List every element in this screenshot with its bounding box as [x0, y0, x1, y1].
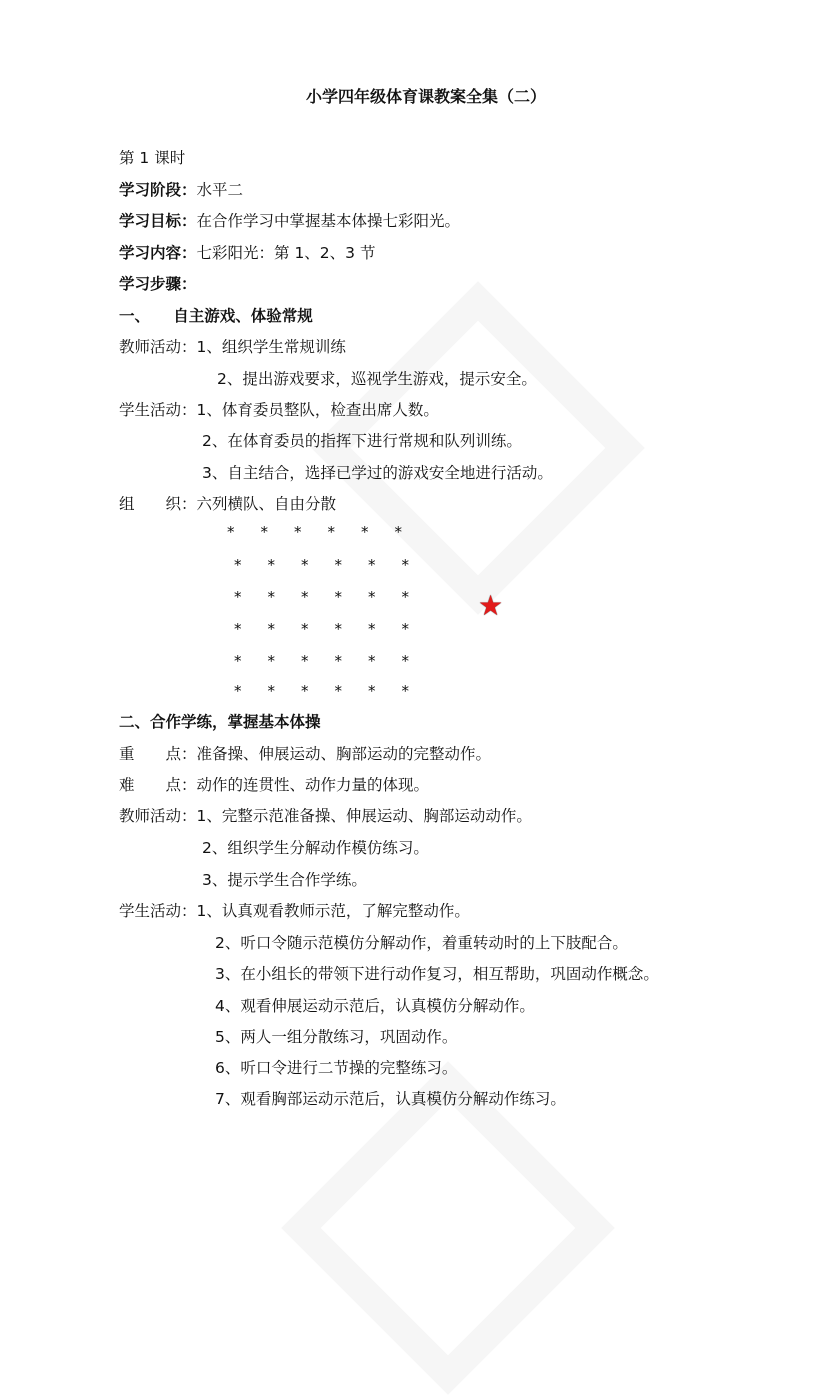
student-position-mark: *	[401, 652, 409, 670]
teacher-star-icon: ★	[478, 589, 504, 622]
document-title: 小学四年级体育课教案全集（二）	[306, 87, 547, 106]
student-position-mark: *	[401, 556, 409, 574]
list-item: 4、观看伸展运动示范后，认真模仿分解动作。	[215, 997, 535, 1015]
student-position-mark: *	[334, 556, 342, 574]
student-position-mark: *	[301, 620, 309, 638]
student-position-mark: *	[368, 620, 376, 638]
list-item: 2、提出游戏要求，巡视学生游戏，提示安全。	[217, 370, 537, 388]
student-position-mark: *	[260, 523, 268, 541]
student-label: 学生活动：	[119, 902, 197, 920]
student-position-mark: *	[368, 588, 376, 606]
student-position-mark: *	[267, 588, 275, 606]
lesson-number: 第 1 课时	[119, 149, 186, 167]
key-label: 重 点：	[119, 745, 197, 763]
student-position-mark: *	[234, 588, 242, 606]
student-position-mark: *	[267, 682, 275, 700]
student-position-mark: *	[234, 652, 242, 670]
goal-value: 在合作学习中掌握基本体操七彩阳光。	[196, 212, 461, 230]
part2-student-line	[119, 901, 470, 921]
student-position-mark: *	[368, 652, 376, 670]
stage-line	[119, 180, 243, 200]
student-position-mark: *	[334, 620, 342, 638]
stage-value: 水平二	[196, 181, 244, 199]
content-value: 七彩阳光：第 1、2、3 节	[196, 244, 376, 262]
student-position-mark: *	[401, 588, 409, 606]
student-position-mark: *	[267, 620, 275, 638]
list-item: 2、组织学生分解动作模仿练习。	[202, 839, 429, 857]
steps-label: 学习步骤：	[119, 275, 197, 293]
key-point-line	[119, 744, 491, 764]
part1-teacher-line	[119, 337, 346, 357]
list-item: 2、听口令随示范模仿分解动作，着重转动时的上下肢配合。	[215, 934, 628, 952]
student-position-mark: *	[368, 556, 376, 574]
list-item: 3、提示学生合作学练。	[202, 871, 367, 889]
list-item: 2、在体育委员的指挥下进行常规和队列训练。	[202, 432, 522, 450]
student-position-mark: *	[234, 620, 242, 638]
list-item: 1、认真观看教师示范，了解完整动作。	[196, 902, 470, 920]
list-item: 1、体育委员整队，检查出席人数。	[196, 401, 439, 419]
student-position-mark: *	[368, 682, 376, 700]
student-position-mark: *	[234, 556, 242, 574]
stage-label: 学习阶段：	[119, 181, 197, 199]
student-position-mark: *	[327, 523, 335, 541]
part2-heading: 二、合作学练，掌握基本体操	[119, 713, 321, 731]
difficulty-line	[119, 775, 429, 795]
student-position-mark: *	[227, 523, 235, 541]
student-position-mark: *	[301, 652, 309, 670]
list-item: 7、观看胸部运动示范后，认真模仿分解动作练习。	[215, 1090, 566, 1108]
goal-label: 学习目标：	[119, 212, 197, 230]
student-position-mark: *	[394, 523, 402, 541]
student-position-mark: *	[401, 620, 409, 638]
student-position-mark: *	[334, 588, 342, 606]
student-position-mark: *	[361, 523, 369, 541]
goal-line	[119, 211, 460, 231]
org-value: 六列横队、自由分散	[196, 495, 337, 513]
content-label: 学习内容：	[119, 244, 197, 262]
part2-teacher-line	[119, 806, 532, 826]
organization-line	[119, 494, 336, 514]
content-line	[119, 243, 375, 263]
student-label: 学生活动：	[119, 401, 197, 419]
student-position-mark: *	[294, 523, 302, 541]
student-position-mark: *	[267, 652, 275, 670]
list-item: 1、完整示范准备操、伸展运动、胸部运动动作。	[196, 807, 532, 825]
part1-student-line	[119, 400, 439, 420]
diff-label: 难 点：	[119, 776, 197, 794]
diff-value: 动作的连贯性、动作力量的体现。	[196, 776, 430, 794]
watermark	[281, 1061, 615, 1395]
teacher-label: 教师活动：	[119, 807, 197, 825]
part1-heading: 一、 自主游戏、体验常规	[119, 307, 313, 325]
student-position-mark: *	[301, 588, 309, 606]
list-item: 1、组织学生常规训练	[196, 338, 346, 356]
student-position-mark: *	[234, 682, 242, 700]
org-label: 组 织：	[119, 495, 197, 513]
student-position-mark: *	[334, 652, 342, 670]
teacher-label: 教师活动：	[119, 338, 197, 356]
student-position-mark: *	[334, 682, 342, 700]
student-position-mark: *	[301, 682, 309, 700]
list-item: 5、两人一组分散练习，巩固动作。	[215, 1028, 458, 1046]
list-item: 6、听口令进行二节操的完整练习。	[215, 1059, 458, 1077]
list-item: 3、在小组长的带领下进行动作复习，相互帮助，巩固动作概念。	[215, 965, 659, 983]
student-position-mark: *	[401, 682, 409, 700]
list-item: 3、自主结合，选择已学过的游戏安全地进行活动。	[202, 464, 553, 482]
student-position-mark: *	[267, 556, 275, 574]
key-value: 准备操、伸展运动、胸部运动的完整动作。	[196, 745, 492, 763]
student-position-mark: *	[301, 556, 309, 574]
